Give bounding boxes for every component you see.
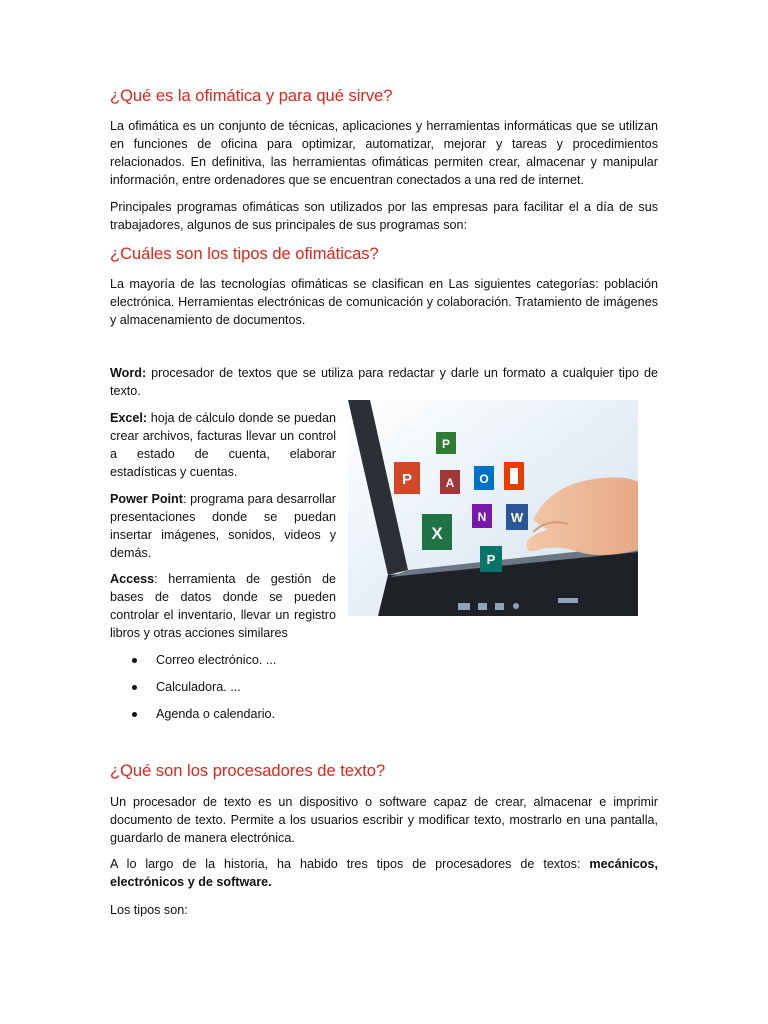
bullet-list: [110, 651, 410, 732]
powerpoint-icon: [394, 462, 420, 494]
label-word: Word:: [110, 366, 147, 380]
list-item: Calculadora. ...: [110, 678, 410, 705]
laptop-illustration: [348, 400, 638, 616]
paragraph-procesador-definicion: Un procesador de texto es un dispositivo o software capaz de crear, almacenar e imprimir documento de texto. Permite a los usuarios escribir y modificar texto, mostrarlo en una pantalla, guardarlo de manera electrónica.: [110, 795, 658, 845]
paragraph-word: [110, 364, 658, 400]
paragraph-los-tipos: Los tipos son:: [110, 903, 188, 917]
paragraph-definicion: La ofimática es un conjunto de técnicas, aplicaciones y herramientas informáticas que se utilizan en funciones de oficina para optimizar, automatizar, mejorar y tareas y procedimientos relacionados. En definitiva, las herramientas ofimáticas permiten crear, almacenar y manipular información, entre ordenadores que se encuentran conectados a una red de internet.: [110, 119, 658, 187]
text-historia: A lo largo de la historia, ha habido tres tipos de procesadores de textos:: [110, 857, 590, 871]
label-access: Access: [110, 572, 155, 586]
text-access: : herramienta de gestión de bases de datos donde se pueden controlar el inventario, llevar un registro libros y otras acciones similares: [110, 572, 336, 640]
svg-text:N: N: [477, 510, 487, 524]
paragraph-excel: [110, 409, 336, 481]
word-icon: [506, 504, 528, 530]
label-excel: Excel:: [110, 411, 148, 425]
text-word: procesador de textos que se utiliza para redactar y darle un formato a cualquier tipo de texto.: [110, 366, 658, 398]
project-icon: [436, 432, 456, 454]
bullet-icon: [132, 658, 137, 663]
paragraph-power-point: [110, 490, 336, 562]
svg-text:P: P: [401, 471, 413, 488]
text-excel: hoja de cálculo donde se puedan crear archivos, facturas llevar un control a estado de cuenta, elaborar estadísticas y cuentas.: [110, 411, 336, 479]
onenote-icon: [472, 504, 492, 528]
paragraph-historia: [110, 855, 658, 891]
svg-text:P: P: [441, 437, 451, 451]
list-item: Agenda o calendario.: [110, 705, 410, 732]
paragraph-access: [110, 570, 336, 642]
text-power-point: : programa para desarrollar presentaciones donde se puedan insertar imágenes, sonidos, videos y demás.: [110, 492, 336, 560]
text-tipos-bold: mecánicos, electrónicos y de software.: [110, 857, 658, 889]
paragraph-categorias: La mayoría de las tecnologías ofimáticas se clasifican en Las siguientes categorías: población electrónica. Herramientas electrónicas de comunicación y colaboración. Tratamiento de imágenes y almacenamiento de documentos.: [110, 277, 658, 327]
office-apps-laptop-image: [348, 400, 638, 616]
heading-procesadores-texto: ¿Qué son los procesadores de texto?: [110, 762, 386, 780]
publisher-icon: [480, 546, 502, 572]
bullet-icon: [132, 685, 137, 690]
outlook-icon: [474, 466, 494, 490]
label-power-point: Power Point: [110, 492, 183, 506]
svg-text:P: P: [486, 552, 496, 567]
bullet-icon: [132, 712, 137, 717]
svg-text:X: X: [431, 524, 443, 543]
svg-text:W: W: [510, 510, 524, 525]
office-icon: [504, 462, 524, 490]
heading-que-es-ofimatica: ¿Qué es la ofimática y para qué sirve?: [110, 87, 393, 105]
heading-tipos-ofimaticas: ¿Cuáles son los tipos de ofimáticas?: [110, 245, 379, 263]
paragraph-principales-programas: Principales programas ofimáticas son utilizados por las empresas para facilitar el a día de sus trabajadores, algunos de sus principales de sus programas son:: [110, 200, 658, 232]
svg-text:O: O: [479, 472, 489, 486]
access-icon: [440, 470, 460, 494]
svg-text:A: A: [445, 476, 455, 490]
excel-icon: [422, 514, 452, 550]
list-item: Correo electrónico. ...: [110, 651, 410, 678]
